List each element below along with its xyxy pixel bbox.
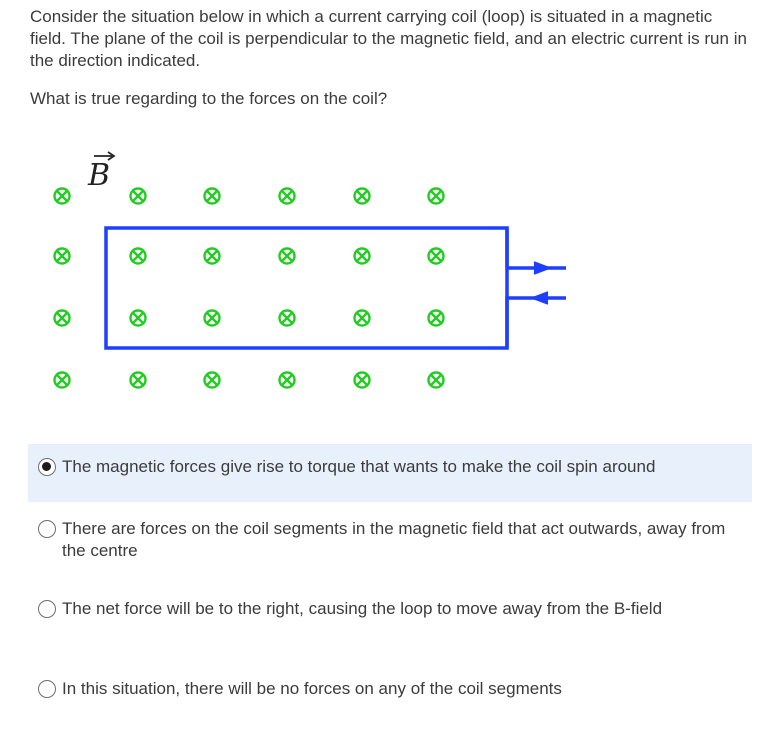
answer-option-3[interactable] <box>28 586 752 656</box>
question-text <box>30 6 750 110</box>
field-into-page-icon <box>131 249 146 264</box>
coil-lead-lower <box>507 298 566 348</box>
field-into-page-icon <box>280 373 295 388</box>
field-into-page-icon <box>355 189 370 204</box>
coil-lead-upper <box>507 228 566 268</box>
field-into-page-icon <box>429 311 444 326</box>
answer-option-label: The net force will be to the right, causing the loop to move away from the B-field <box>62 599 663 618</box>
answer-option-4[interactable] <box>28 666 752 712</box>
coil-loop <box>106 228 507 348</box>
answer-options <box>28 444 752 712</box>
field-into-page-icon <box>355 311 370 326</box>
field-into-page-icon <box>55 189 70 204</box>
answer-option-label: The magnetic forces give rise to torque that wants to make the coil spin around <box>62 457 656 476</box>
current-arrow-left <box>532 292 548 304</box>
field-into-page-icon <box>355 373 370 388</box>
answer-option-label: In this situation, there will be no forces on any of the coil segments <box>62 679 562 698</box>
field-into-page-icon <box>205 189 220 204</box>
answer-option-2[interactable] <box>28 506 752 576</box>
field-symbols <box>55 189 444 388</box>
field-into-page-icon <box>429 373 444 388</box>
field-into-page-icon <box>205 249 220 264</box>
field-into-page-icon <box>205 373 220 388</box>
question-prompt: What is true regarding to the forces on the coil? <box>30 89 388 108</box>
field-into-page-icon <box>280 311 295 326</box>
field-into-page-icon <box>131 311 146 326</box>
field-into-page-icon <box>355 249 370 264</box>
radio-button[interactable] <box>38 600 56 618</box>
b-field-label <box>87 152 114 193</box>
field-into-page-icon <box>280 249 295 264</box>
field-into-page-icon <box>131 373 146 388</box>
field-into-page-icon <box>205 311 220 326</box>
field-into-page-icon <box>280 189 295 204</box>
radio-button-selected[interactable] <box>38 458 56 476</box>
field-into-page-icon <box>55 373 70 388</box>
b-field-letter: B <box>88 158 111 193</box>
answer-option-label: There are forces on the coil segments in the magnetic field that act outwards, away from the centre <box>62 519 726 560</box>
radio-button[interactable] <box>38 680 56 698</box>
field-into-page-icon <box>131 189 146 204</box>
radio-button[interactable] <box>38 520 56 538</box>
field-into-page-icon <box>55 249 70 264</box>
magnetic-field-diagram <box>0 140 780 400</box>
field-into-page-icon <box>429 189 444 204</box>
answer-option-1[interactable] <box>28 444 752 502</box>
current-arrow-right <box>534 262 550 274</box>
field-into-page-icon <box>55 311 70 326</box>
field-into-page-icon <box>429 249 444 264</box>
question-paragraph: Consider the situation below in which a current carrying coil (loop) is situated in a magnetic field. The plane of the coil is perpendicular to the magnetic field, and an electric current is run in the direction indicated. <box>30 7 747 70</box>
